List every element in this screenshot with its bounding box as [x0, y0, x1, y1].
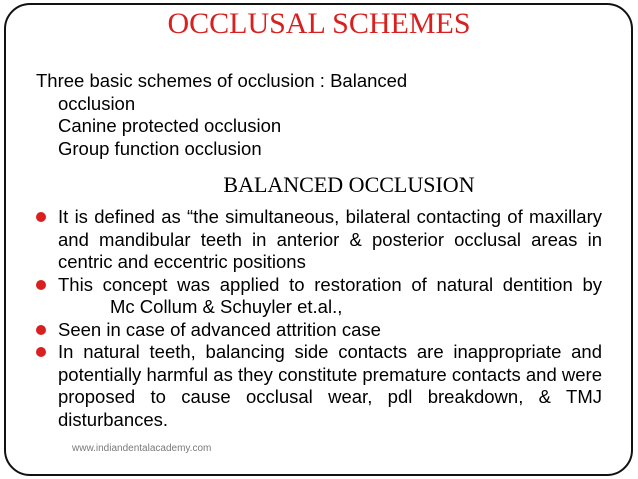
bullet-dot-icon [36, 280, 46, 290]
bullet-text: It is defined as “the simultaneous, bilateral contacting of maxillary and mandibular teeth in anterior & posterior occlusal areas in centric and eccentric positions [58, 206, 602, 272]
bullet-text: In natural teeth, balancing side contacts are inappropriate and potentially harmful as they constitute premature contacts and were proposed to cause occlusal wear, pdl breakdown, & TMJ disturbances. [58, 341, 602, 430]
bullet-dot-icon [36, 347, 46, 357]
bullet-text: This concept was applied to restoration of natural dentition by [58, 273, 602, 295]
bullet-dot-icon [36, 325, 46, 335]
slide-title: OCCLUSAL SCHEMES [167, 7, 471, 40]
bullet-list [36, 206, 602, 431]
watermark-url: www.indiandentalacademy.com [72, 443, 212, 454]
intro-line: Three basic schemes of occlusion : Balanced [36, 70, 408, 91]
bullet-text: Seen in case of advanced attrition case [58, 318, 381, 340]
bullet-item [36, 341, 602, 431]
intro-text [36, 70, 407, 160]
intro-line: Canine protected occlusion [58, 115, 282, 136]
bullet-text-authors: Mc Collum & Schuyler et.al., [110, 296, 343, 317]
bullet-dot-icon [36, 212, 46, 222]
intro-line: occlusion [58, 92, 136, 114]
bullet-item [36, 274, 602, 319]
section-subtitle: BALANCED OCCLUSION [223, 172, 475, 197]
bullet-item [36, 319, 602, 342]
intro-line: Group function occlusion [58, 137, 262, 159]
bullet-item [36, 206, 602, 274]
